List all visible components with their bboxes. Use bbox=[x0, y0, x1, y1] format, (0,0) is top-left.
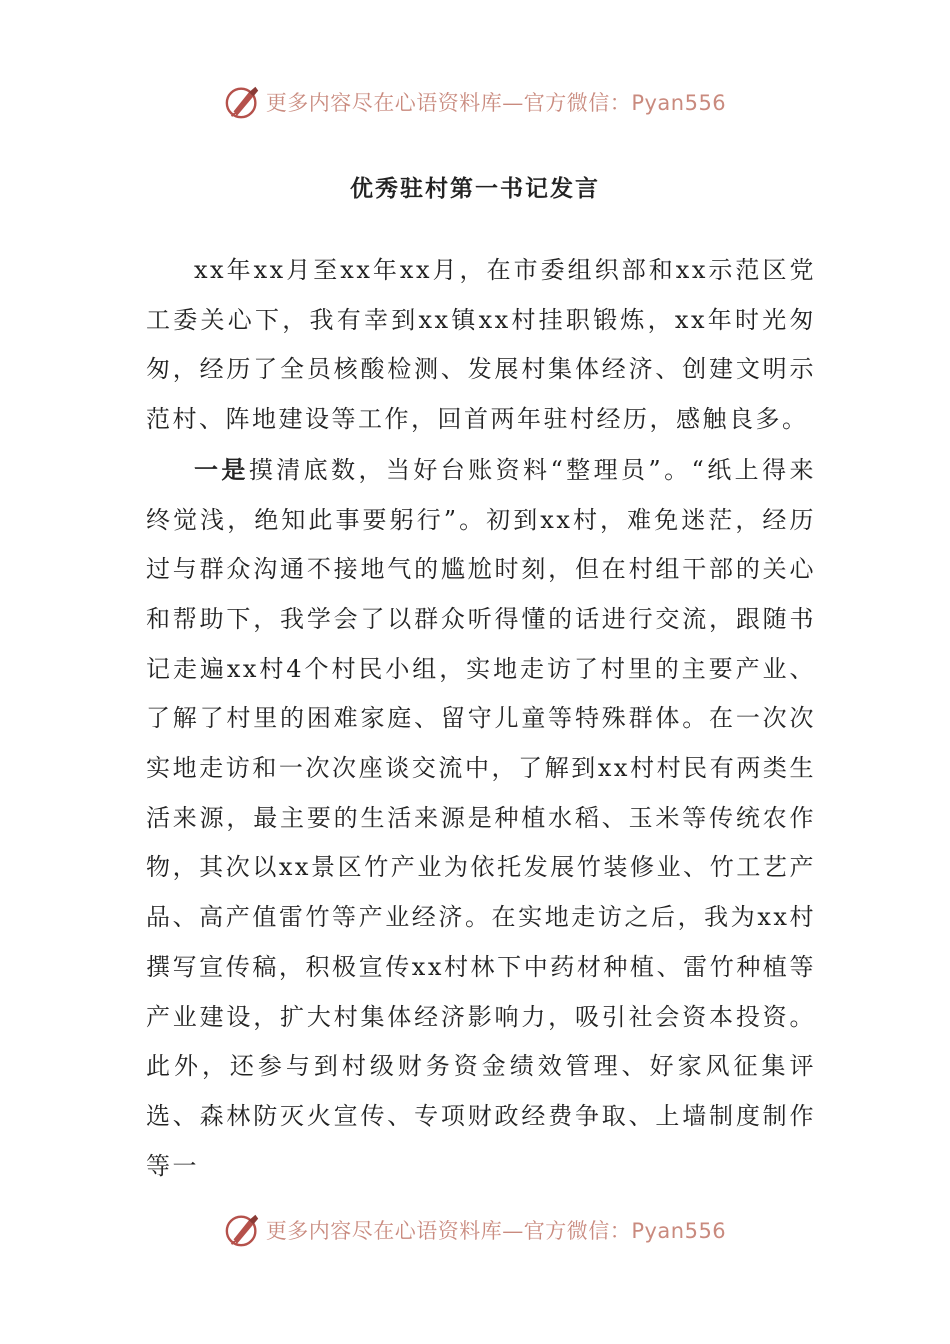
paragraph-2-lead: 一是 bbox=[194, 454, 249, 484]
footer-banner bbox=[0, 1208, 950, 1252]
footer-text: 更多内容尽在心语资料库—官方微信： bbox=[265, 1219, 632, 1243]
header-wechat: Pyan556 bbox=[631, 91, 727, 115]
header-banner bbox=[0, 80, 950, 124]
pen-nib-logo-icon bbox=[224, 83, 262, 121]
paragraph-2-text: 摸清底数，当好台账资料“整理员”。“纸上得来终觉浅，绝知此事要躬行”。初到xx村，难免迷茫，经历过与群众沟通不接地气的尴尬时刻，但在村组干部的关心和帮助下，我学会了以群众听得懂的话进行交流，跟随书记走遍xx村4个村民小组，实地走访了村里的主要产业、了解了村里的困难家庭、留守儿童等特殊群体。在一次次实地走访和一次次座谈交流中，了解到xx村村民有两类生活来源，最主要的生活来源是种植水稻、玉米等传统农作物，其次以xx景区竹产业为依托发展竹装修业、竹工艺产品、高产值雷竹等产业经济。在实地走访之后，我为xx村撰写宣传稿，积极宣传xx村林下中药材种植、雷竹种植等产业建设，扩大村集体经济影响力，吸引社会资本投资。此外，还参与到村级财务资金绩效管理、好家风征集评选、森林防灭火宣传、专项财政经费争取、上墙制度制作等一 bbox=[146, 455, 816, 1180]
document-body bbox=[146, 246, 816, 1191]
header-text: 更多内容尽在心语资料库—官方微信： bbox=[265, 91, 632, 115]
pen-nib-logo-icon bbox=[224, 1211, 262, 1249]
paragraph-2 bbox=[146, 445, 816, 1192]
paragraph-1: xx年xx月至xx年xx月，在市委组织部和xx示范区党工委关心下，我有幸到xx镇xx村挂职锻炼，xx年时光匆匆，经历了全员核酸检测、发展村集体经济、创建文明示范村、阵地建设等工作，回首两年驻村经历，感触良多。 bbox=[146, 256, 816, 434]
footer-wechat: Pyan556 bbox=[631, 1219, 727, 1243]
document-title: 优秀驻村第一书记发言 bbox=[350, 175, 600, 202]
